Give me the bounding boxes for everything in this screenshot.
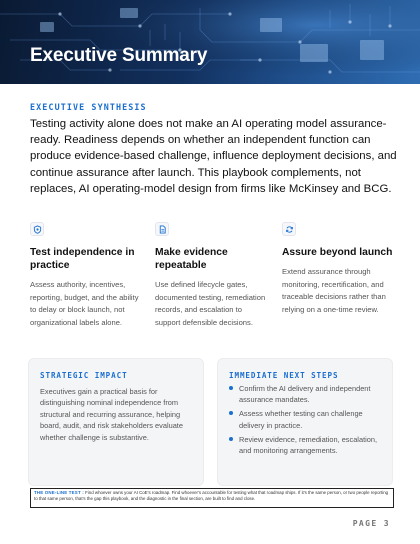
next-steps-card bbox=[217, 358, 393, 486]
header-banner bbox=[0, 0, 420, 84]
strategic-impact-card bbox=[28, 358, 204, 486]
pillar-independence bbox=[30, 222, 142, 329]
list-item bbox=[229, 408, 389, 430]
pillar-title: Make evidence repeatable bbox=[155, 247, 228, 271]
list-item-text: Assess whether testing can challenge delivery in practice. bbox=[239, 409, 363, 430]
next-steps-list bbox=[229, 383, 389, 459]
bullet-icon bbox=[229, 411, 233, 415]
pillar-title: Test independence in practice bbox=[30, 247, 135, 271]
pillar-text: Assess authority, incentives, reporting, budget, and the ability to delay or block launch, not organizational labels alone. bbox=[30, 280, 139, 327]
page-title: Executive Summary bbox=[30, 45, 208, 66]
list-item bbox=[229, 383, 389, 405]
lead-paragraph: Testing activity alone does not make an AI operating model assurance-ready. Readiness depends on whether an independent function can produce evidence-based challenge, influence deployment decisions, and continue assurance after launch. This playbook complements, not replaces, AI operating-model design from firms like McKinsey and BCG. bbox=[30, 118, 397, 195]
bullet-icon bbox=[229, 437, 233, 441]
document-icon bbox=[155, 222, 169, 236]
list-item-text: Confirm the AI delivery and independent assurance mandates. bbox=[239, 384, 371, 405]
pillar-beyond-launch bbox=[282, 222, 394, 316]
pillar-text: Use defined lifecycle gates, documented testing, remediation records, and escalation to support defensible decisions. bbox=[155, 280, 266, 327]
refresh-icon bbox=[282, 222, 296, 236]
list-item-text: Review evidence, remediation, escalation, and monitoring arrangements. bbox=[239, 434, 378, 456]
circuit-board-image bbox=[0, 0, 420, 84]
shield-icon bbox=[30, 222, 44, 236]
card-heading: IMMEDIATE NEXT STEPS bbox=[229, 371, 339, 380]
one-line-test-box bbox=[30, 488, 394, 508]
card-heading: STRATEGIC IMPACT bbox=[40, 371, 128, 380]
list-item bbox=[229, 434, 389, 456]
one-line-test-label: THE ONE-LINE TEST : bbox=[34, 490, 84, 495]
one-line-test-text: Find whoever owns your AI CoE's roadmap. Find whoever's accountable for testing what that roadmap ships. If it's the same person, or two people reporting to that same person, that's the gap this playbook, and the diagnostic in the final section, are built to find and close. bbox=[34, 490, 389, 502]
pillar-evidence bbox=[155, 222, 267, 329]
page-number: PAGE 3 bbox=[352, 519, 390, 528]
pillar-text: Extend assurance through monitoring, recertification, and traceable decisions rather than relying on a one-time review. bbox=[282, 267, 386, 314]
bullet-icon bbox=[229, 386, 233, 390]
pillar-title: Assure beyond launch bbox=[282, 247, 393, 258]
section-kicker: EXECUTIVE SYNTHESIS bbox=[30, 102, 147, 112]
card-body: Executives gain a practical basis for distinguishing nominal independence from structural and recurring assurance, helping board, audit, and risk stakeholders evaluate whether challenge is substantive. bbox=[40, 387, 183, 442]
